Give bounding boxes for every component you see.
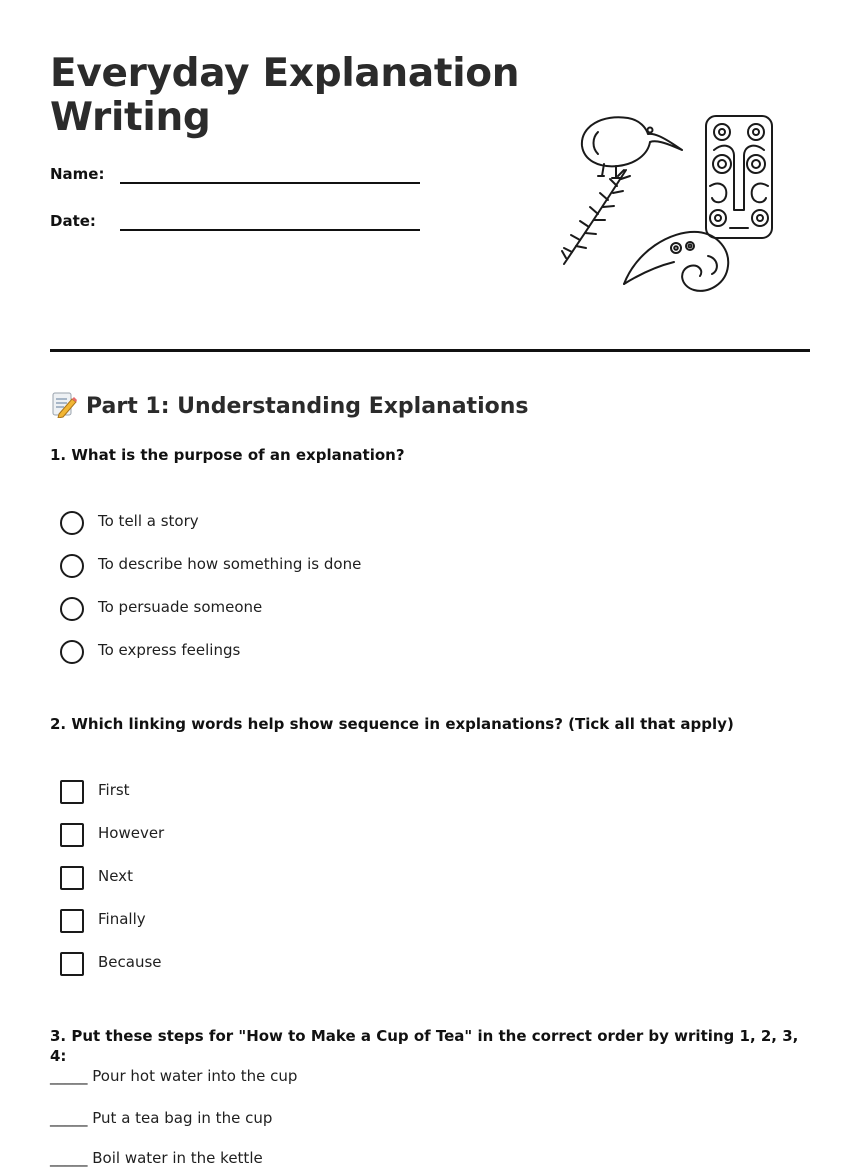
- nz-illustration: [558, 106, 776, 298]
- q1-option[interactable]: [60, 596, 660, 622]
- worksheet-page: [50, 0, 810, 1167]
- q1-option[interactable]: [60, 639, 660, 665]
- q2-option[interactable]: [60, 951, 660, 977]
- option-label: Because: [98, 953, 162, 971]
- section-divider: [50, 349, 810, 352]
- name-label: Name:: [50, 165, 105, 183]
- radio-button[interactable]: [60, 554, 84, 578]
- option-label: To describe how something is done: [98, 555, 362, 573]
- koru-bird-icon: [624, 232, 728, 291]
- option-label: To express feelings: [98, 641, 241, 659]
- radio-button[interactable]: [60, 511, 84, 535]
- radio-button[interactable]: [60, 640, 84, 664]
- question-3: 3. Put these steps for "How to Make a Cup of Tea" in the correct order by writing 1, 2, 3, 4:: [50, 1027, 799, 1065]
- option-label: Next: [98, 867, 133, 885]
- checkbox[interactable]: [60, 823, 84, 847]
- option-label: First: [98, 781, 130, 799]
- q2-option[interactable]: [60, 908, 660, 934]
- question-2: 2. Which linking words help show sequence in explanations? (Tick all that apply): [50, 715, 734, 733]
- order-step[interactable]: _____ Boil water in the kettle: [50, 1149, 263, 1167]
- memo-icon: [50, 390, 78, 418]
- part1-heading: [50, 390, 528, 421]
- name-write-line[interactable]: [120, 182, 420, 184]
- checkbox[interactable]: [60, 952, 84, 976]
- date-write-line[interactable]: [120, 229, 420, 231]
- checkbox[interactable]: [60, 909, 84, 933]
- q1-option[interactable]: [60, 553, 660, 579]
- q2-option[interactable]: [60, 779, 660, 805]
- date-field[interactable]: [50, 212, 420, 242]
- title-line-1: Everyday Explanation: [50, 51, 520, 96]
- option-label: To tell a story: [98, 512, 199, 530]
- worksheet-title: [50, 52, 519, 140]
- fern-icon: [562, 170, 630, 264]
- maori-tiki-carving-icon: [706, 116, 772, 238]
- part1-title: Part 1: Understanding Explanations: [86, 394, 529, 419]
- checkbox[interactable]: [60, 866, 84, 890]
- option-label: Finally: [98, 910, 146, 928]
- q2-option[interactable]: [60, 865, 660, 891]
- title-line-2: Writing: [50, 95, 211, 140]
- date-label: Date:: [50, 212, 96, 230]
- kiwi-bird-icon: [582, 117, 682, 178]
- question-1: 1. What is the purpose of an explanation?: [50, 446, 405, 464]
- order-step[interactable]: _____ Pour hot water into the cup: [50, 1067, 298, 1085]
- checkbox[interactable]: [60, 780, 84, 804]
- q2-option[interactable]: [60, 822, 660, 848]
- order-step[interactable]: _____ Put a tea bag in the cup: [50, 1109, 273, 1127]
- radio-button[interactable]: [60, 597, 84, 621]
- q1-option[interactable]: [60, 510, 660, 536]
- option-label: To persuade someone: [98, 598, 263, 616]
- name-field[interactable]: [50, 165, 420, 195]
- option-label: However: [98, 824, 165, 842]
